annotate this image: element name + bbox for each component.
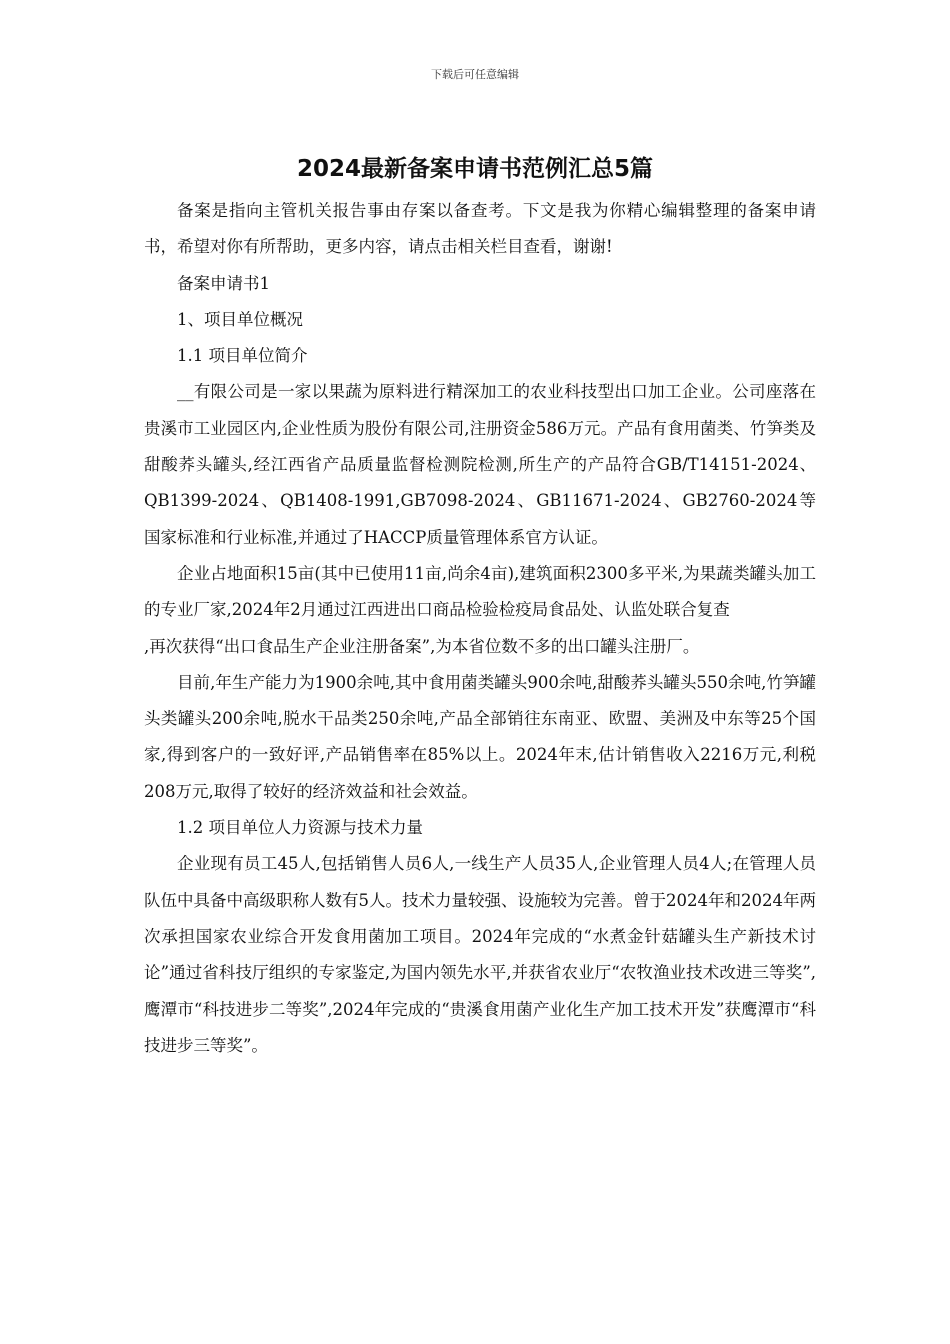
body-paragraph-staff: 企业现有员工45人,包括销售人员6人,一线生产人员35人,企业管理人员4人;在管理人员队伍中具备中高级职称人数有5人。技术力量较强、设施较为完善。曾于2024年和2024年两次承担国家农业综合开发食用菌加工项目。2024年完成的“水煮金针菇罐头生产新技术讨论”通过省科技厅组织的专家鉴定,为国内领先水平,并获省农业厅“农牧渔业技术改进三等奖”,鹰潭市“科技进步二等奖”,2024年完成的“贵溪食用菌产业化生产加工技术开发”获鹰潭市“科技进步三等奖”。 <box>144 854 816 1055</box>
body-paragraph-area: 企业占地面积15亩(其中已使用11亩,尚余4亩),建筑面积2300多平米,为果蔬类罐头加工的专业厂家,2024年2月通过江西进出口商品检验检疫局食品处、认监处联合复查 <box>144 563 816 620</box>
body-paragraph-capacity: 目前,年生产能力为1900余吨,其中食用菌类罐头900余吨,甜酸荞头罐头550余吨,竹笋罐头类罐头200余吨,脱水干品类250余吨,产品全部销往东南亚、欧盟、美洲及中东等25个国家,得到客户的一致好评,产品销售率在85%以上。2024年末,估计销售收入2216万元,利税208万元,取得了较好的经济效益和社会效益。 <box>144 672 816 801</box>
body-paragraph-registration: ,再次获得“出口食品生产企业注册备案”,为本省位数不多的出口罐头注册厂。 <box>144 636 700 656</box>
header-note: 下载后可任意编辑 <box>431 68 519 81</box>
document-body <box>144 193 816 1064</box>
subsection-heading-introduction: 1.1 项目单位简介 <box>177 346 308 366</box>
subsection-heading-hr: 1.2 项目单位人力资源与技术力量 <box>177 818 423 838</box>
body-paragraph-company: __有限公司是一家以果蔬为原料进行精深加工的农业科技型出口加工企业。公司座落在贵溪市工业园区内,企业性质为股份有限公司,注册资金586万元。产品有食用菌类、竹笋类及甜酸荞头罐头,经江西省产品质量监督检测院检测,所生产的产品符合GB/T14151-2024、QB1399-2024、QB1408-1991,GB7098-2024、GB11671-2024、GB2760-2024等国家标准和行业标准,并通过了HACCP质量管理体系官方认证。 <box>144 382 816 547</box>
document-title: 2024最新备案申请书范例汇总5篇 <box>296 156 654 182</box>
section-heading-overview: 1、项目单位概况 <box>177 309 303 329</box>
section-heading-application-1: 备案申请书1 <box>177 273 270 293</box>
intro-paragraph: 备案是指向主管机关报告事由存案以备查考。下文是我为你精心编辑整理的备案申请书，希望对你有所帮助，更多内容，请点击相关栏目查看，谢谢! <box>144 201 816 257</box>
